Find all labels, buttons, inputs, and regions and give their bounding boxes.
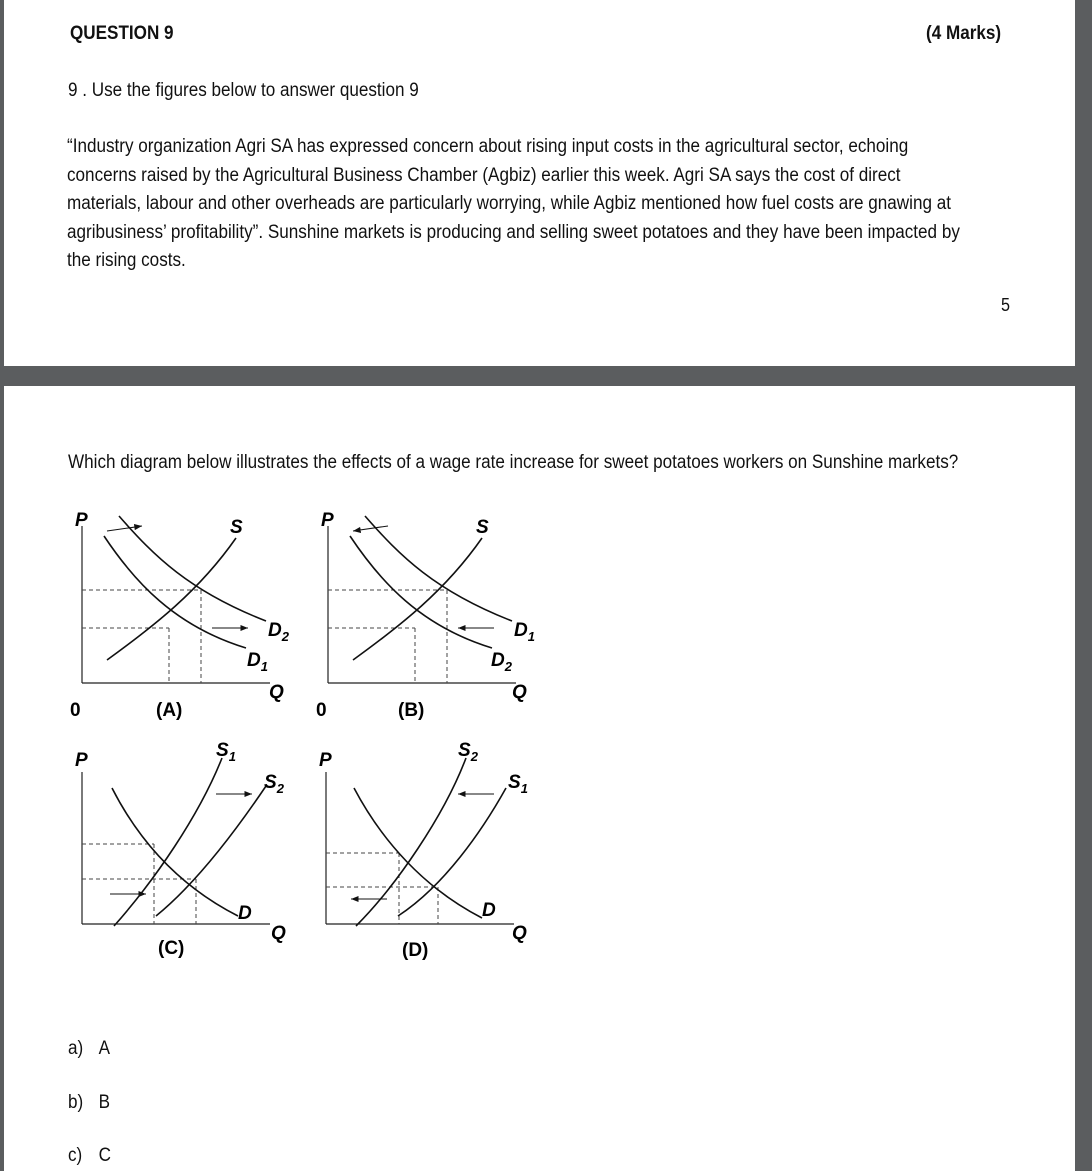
document-page-2 <box>4 386 1075 1171</box>
option-letter: b) <box>68 1092 84 1113</box>
label-d1: $D_1$ <box>247 650 268 674</box>
question-intro: 9 . Use the figures below to answer question 9 <box>68 80 419 101</box>
option-b[interactable] <box>68 1092 110 1114</box>
label-q: Q <box>512 682 527 703</box>
label-p: P <box>75 510 88 531</box>
option-text: A <box>98 1038 111 1059</box>
label-s: S <box>476 517 489 538</box>
supply-curve-s1 <box>398 788 506 916</box>
label-s1: $S_1$ <box>508 772 528 796</box>
caption-d: (D) <box>402 940 429 961</box>
label-s1: $S_1$ <box>216 740 236 764</box>
diagram-d <box>319 740 528 961</box>
passage-line: “Industry organization Agri SA has expressed concern about rising input costs in the agricultural sector, echoing <box>67 136 909 157</box>
diagram-c <box>75 740 286 959</box>
option-c[interactable] <box>68 1145 111 1167</box>
option-letter: a) <box>68 1038 84 1059</box>
label-d1: $D_1$ <box>514 620 535 644</box>
option-a[interactable] <box>68 1038 110 1060</box>
shift-arrow-left <box>353 526 388 531</box>
shift-arrow-right <box>107 526 142 531</box>
page-number: 5 <box>1001 295 1011 315</box>
passage-line: agribusiness’ profitability”. Sunshine markets is producing and selling sweet potatoes and they have been impacted by <box>67 221 960 243</box>
option-text: B <box>98 1092 111 1113</box>
supply-curve-s2 <box>356 758 466 926</box>
label-q: Q <box>512 923 527 944</box>
label-p: P <box>321 510 334 531</box>
label-s2: $S_2$ <box>458 740 478 764</box>
passage-line: materials, labour and other overheads are particularly worrying, while Agbiz mentioned how fuel costs are gnawing at <box>67 193 951 214</box>
question-heading: QUESTION 9 <box>70 23 174 44</box>
caption-b: (B) <box>398 700 425 721</box>
demand-curve-d1 <box>365 516 512 621</box>
passage-line: concerns raised by the Agricultural Business Chamber (Agbiz) earlier this week. Agri SA says the cost of direct <box>67 164 901 186</box>
supply-demand-diagrams <box>4 496 535 966</box>
document-page-1 <box>4 0 1075 366</box>
question-prompt: Which diagram below illustrates the effects of a wage rate increase for sweet potatoes workers on Sunshine markets? <box>68 452 959 473</box>
label-origin: 0 <box>316 700 327 721</box>
supply-curve-s1 <box>114 758 222 926</box>
demand-curve <box>112 788 238 916</box>
label-origin: 0 <box>70 700 81 721</box>
marks-label: (4 Marks) <box>926 23 1002 44</box>
option-text: C <box>98 1145 111 1166</box>
passage-paragraph <box>67 133 1008 276</box>
label-d2: $D_2$ <box>491 650 512 674</box>
label-d: D <box>482 900 496 921</box>
diagram-a <box>70 510 290 721</box>
label-q: Q <box>269 682 284 703</box>
label-d: D <box>238 903 252 924</box>
label-q: Q <box>271 923 286 944</box>
option-letter: c) <box>68 1145 83 1166</box>
label-s2: $S_2$ <box>264 772 284 796</box>
demand-curve-d2 <box>119 516 266 621</box>
label-p: P <box>75 750 88 771</box>
label-d2: $D_2$ <box>268 620 289 644</box>
label-s: S <box>230 517 243 538</box>
caption-a: (A) <box>156 700 183 721</box>
caption-c: (C) <box>158 938 185 959</box>
label-p: P <box>319 750 332 771</box>
diagram-b <box>316 510 535 721</box>
passage-line: the rising costs. <box>67 250 186 271</box>
